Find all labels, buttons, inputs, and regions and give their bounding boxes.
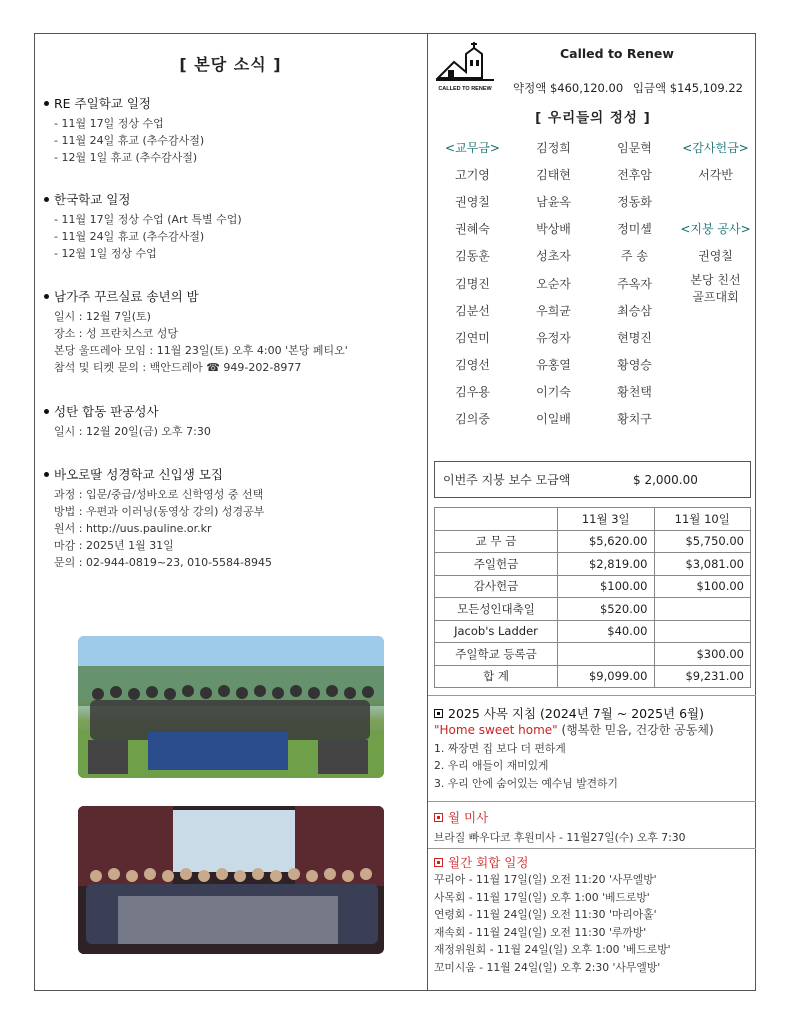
donor-name: 우희균	[536, 303, 571, 318]
list-item: 꾸리아 - 11월 17일(일) 오전 11:20 '사무엘방'	[434, 873, 657, 886]
donor-name: 김분선	[455, 303, 490, 318]
category-cell: 모든성인대축일	[435, 598, 558, 621]
square-bullet-icon	[434, 858, 443, 867]
parish-news-title: [ 본당 소식 ]	[179, 55, 282, 74]
donor-name: 김태현	[536, 168, 571, 183]
amount-cell: $520.00	[558, 598, 655, 621]
monthly-mass-section	[434, 808, 754, 847]
campaign-title: Called to Renew	[560, 46, 674, 61]
list-item: 연령회 - 11월 24일(일) 오전 11:30 '마리아홀'	[434, 908, 657, 921]
donor-name: 황영승	[617, 357, 652, 372]
section-line: - 11월 17일 정상 수업	[54, 117, 164, 130]
news-section-confession	[44, 402, 424, 440]
roof-fund-value: $ 2,000.00	[633, 472, 698, 487]
table-row	[432, 134, 756, 161]
square-bullet-icon	[434, 813, 443, 822]
donor-name: 김정희	[536, 141, 571, 156]
amount-cell: $100.00	[654, 575, 751, 598]
section-line: 원서 : http://uus.pauline.or.kr	[54, 522, 212, 535]
amount-cell: $100.00	[558, 575, 655, 598]
table-row	[435, 643, 751, 666]
table-row	[435, 553, 751, 576]
list-item: 재속회 - 11월 24일(일) 오전 11:30 '루까방'	[434, 925, 647, 939]
donor-name: 최승삼	[617, 303, 652, 318]
list-item: 3. 우리 안에 숨어있는 예수님 발견하기	[434, 776, 618, 790]
amount-cell	[654, 620, 751, 643]
section-heading: 바오로딸 성경학교 신입생 모집	[54, 467, 223, 482]
donor-name: 권영칠	[698, 249, 733, 264]
donor-name: 박상배	[536, 222, 571, 237]
mass-heading: 월 미사	[448, 810, 489, 825]
section-line: - 11월 24일 휴교 (추수감사절)	[54, 134, 205, 147]
bullet-icon	[44, 409, 49, 414]
roof-fund-box	[434, 461, 751, 498]
section-line: 일시 : 12월 20일(금) 오후 7:30	[54, 425, 211, 438]
list-item: 재정위원회 - 11월 24일(일) 오후 1:00 '베드로방'	[434, 943, 671, 956]
pastoral-motto-sub: (행복한 믿음, 건강한 공동체)	[557, 723, 714, 737]
pastoral-motto: "Home sweet home"	[434, 723, 558, 737]
offering-title: [ 우리들의 정성 ]	[535, 110, 651, 126]
amount-cell: $3,081.00	[654, 553, 751, 576]
bullet-icon	[44, 101, 49, 106]
section-heading: RE 주일학교 일정	[54, 96, 151, 111]
column-header: 11월 10일	[654, 508, 751, 531]
table-row	[435, 620, 751, 643]
amount-cell: $9,099.00	[558, 665, 655, 688]
donor-name: 전후암	[617, 168, 652, 183]
amount-cell: $300.00	[654, 643, 751, 666]
vocation-week-group-photo	[78, 806, 384, 954]
column-header: 11월 3일	[558, 508, 655, 531]
amount-cell	[558, 643, 655, 666]
donor-name: 유홍열	[536, 357, 571, 372]
donor-name: 임문혁	[617, 141, 652, 156]
donor-name: 권혜숙	[455, 222, 490, 237]
donor-name: 정미셸	[617, 222, 652, 237]
bullet-icon	[44, 472, 49, 477]
donor-name: 이일배	[536, 411, 571, 426]
category-cell: 교 무 금	[435, 530, 558, 553]
category-heading: <감사헌금>	[682, 141, 749, 156]
donor-name: 남윤옥	[536, 195, 571, 210]
news-section-re-school	[44, 94, 424, 166]
category-cell: 주일학교 등록금	[435, 643, 558, 666]
meetings-heading: 월간 회합 일정	[448, 855, 529, 870]
table-row	[432, 351, 756, 378]
table-row	[432, 324, 756, 351]
amount-cell: $5,620.00	[558, 530, 655, 553]
table-row	[435, 665, 751, 688]
paid-value: $145,109.22	[669, 81, 743, 95]
donor-name: 이기숙	[536, 384, 571, 399]
news-section-cursillo	[44, 287, 424, 376]
donor-name: 주옥자	[617, 276, 652, 291]
table-row	[432, 188, 756, 215]
donor-name: 권영칠	[455, 195, 490, 210]
donor-name: 현명진	[617, 330, 652, 345]
table-row	[432, 215, 756, 242]
pledged-label: 약정액	[513, 81, 547, 95]
amount-cell: $2,819.00	[558, 553, 655, 576]
amount-cell	[654, 598, 751, 621]
donor-name: 김의중	[455, 411, 490, 426]
table-row	[435, 575, 751, 598]
section-line: - 12월 1일 정상 수업	[54, 247, 157, 260]
campaign-amounts	[513, 80, 743, 96]
section-line: 마감 : 2025년 1월 31일	[54, 539, 174, 552]
section-line: - 11월 24일 휴교 (추수감사절)	[54, 230, 205, 243]
donor-name: 황천택	[617, 384, 652, 399]
section-heading: 한국학교 일정	[54, 192, 131, 207]
section-line: 일시 : 12월 7일(토)	[54, 310, 151, 323]
table-row	[432, 242, 756, 269]
list-item: 꼬미시움 - 11월 24일(일) 오후 2:30 '사무엘방'	[434, 960, 661, 974]
monthly-meetings-section	[434, 853, 754, 976]
donor-name: 오순자	[536, 276, 571, 291]
section-line: - 12월 1일 휴교 (추수감사절)	[54, 151, 198, 164]
news-section-korean-school	[44, 190, 424, 262]
category-heading: <지붕 공사>	[680, 222, 751, 237]
section-line: - 11월 17일 정상 수업 (Art 특별 수업)	[54, 213, 242, 226]
finance-table	[434, 507, 751, 688]
amount-cell: $40.00	[558, 620, 655, 643]
news-section-bible-school	[44, 465, 424, 571]
table-row	[435, 598, 751, 621]
amount-cell: $9,231.00	[654, 665, 751, 688]
section-line: 문의 : 02-944-0819~23, 010-5584-8945	[54, 556, 273, 569]
donor-name: 서각반	[698, 168, 733, 183]
donor-name: 김명진	[455, 276, 490, 291]
donor-name: 성초자	[536, 249, 571, 264]
category-cell: 합 계	[435, 665, 558, 688]
table-row	[432, 378, 756, 405]
donor-name: 김동훈	[455, 249, 490, 264]
section-line: 본당 울뜨레아 모임 : 11월 23일(토) 오후 4:00 '본당 페티오'	[54, 344, 348, 357]
section-line: 장소 : 성 프란치스코 성당	[54, 327, 178, 340]
amount-cell: $5,750.00	[654, 530, 751, 553]
roof-fund-label: 이번주 지붕 보수 모금액	[443, 473, 571, 487]
table-row	[435, 530, 751, 553]
pastoral-heading: 2025 사목 지침 (2024년 7월 ~ 2025년 6월)	[448, 706, 704, 721]
donor-name: 김영선	[455, 357, 490, 372]
category-cell: 감사헌금	[435, 575, 558, 598]
donor-name: 주 송	[621, 249, 648, 264]
paid-label: 입금액	[632, 81, 667, 95]
section-heading: 성탄 합동 판공성사	[54, 404, 159, 419]
mass-line: 브라질 빠우다코 후원미사 - 11월27일(수) 오후 7:30	[434, 831, 686, 844]
square-bullet-icon	[434, 709, 443, 718]
category-heading: <교무금>	[445, 141, 500, 156]
donor-name: 황치구	[617, 411, 652, 426]
table-row	[432, 405, 756, 432]
section-line: 과정 : 입문/중급/성바오로 신학영성 중 선택	[54, 488, 264, 501]
called-to-renew-logo	[434, 40, 496, 94]
table-row	[432, 161, 756, 188]
donor-name: 고기영	[455, 168, 490, 183]
golf-note: 본당 친선 골프대회	[690, 273, 741, 304]
donor-name: 유정자	[536, 330, 571, 345]
pastoral-guideline-section	[434, 704, 754, 792]
list-item: 1. 짜장면 집 보다 더 편하게	[434, 741, 566, 755]
donor-name: 정동화	[617, 195, 652, 210]
list-item: 2. 우리 애들이 재미있게	[434, 759, 549, 772]
category-cell: 주일헌금	[435, 553, 558, 576]
table-header-row	[435, 508, 751, 531]
section-line: 참석 및 티켓 문의 : 백안드레아 ☎ 949-202-8977	[54, 361, 302, 374]
section-heading: 남가주 꾸르실료 송년의 밤	[54, 289, 199, 304]
pledged-value: $460,120.00	[549, 81, 624, 95]
donor-name: 김우용	[455, 384, 490, 399]
donor-name: 김연미	[455, 330, 490, 345]
category-cell: Jacob's Ladder	[435, 620, 558, 643]
bullet-icon	[44, 294, 49, 299]
bullet-icon	[44, 197, 49, 202]
svg-text:CALLED TO RENEW: CALLED TO RENEW	[438, 86, 492, 92]
list-item: 사목회 - 11월 17일(일) 오후 1:00 '베드로방'	[434, 890, 650, 904]
section-line: 방법 : 우편과 이러닝(동영상 강의) 성경공부	[54, 505, 265, 518]
golf-group-photo	[78, 636, 384, 778]
